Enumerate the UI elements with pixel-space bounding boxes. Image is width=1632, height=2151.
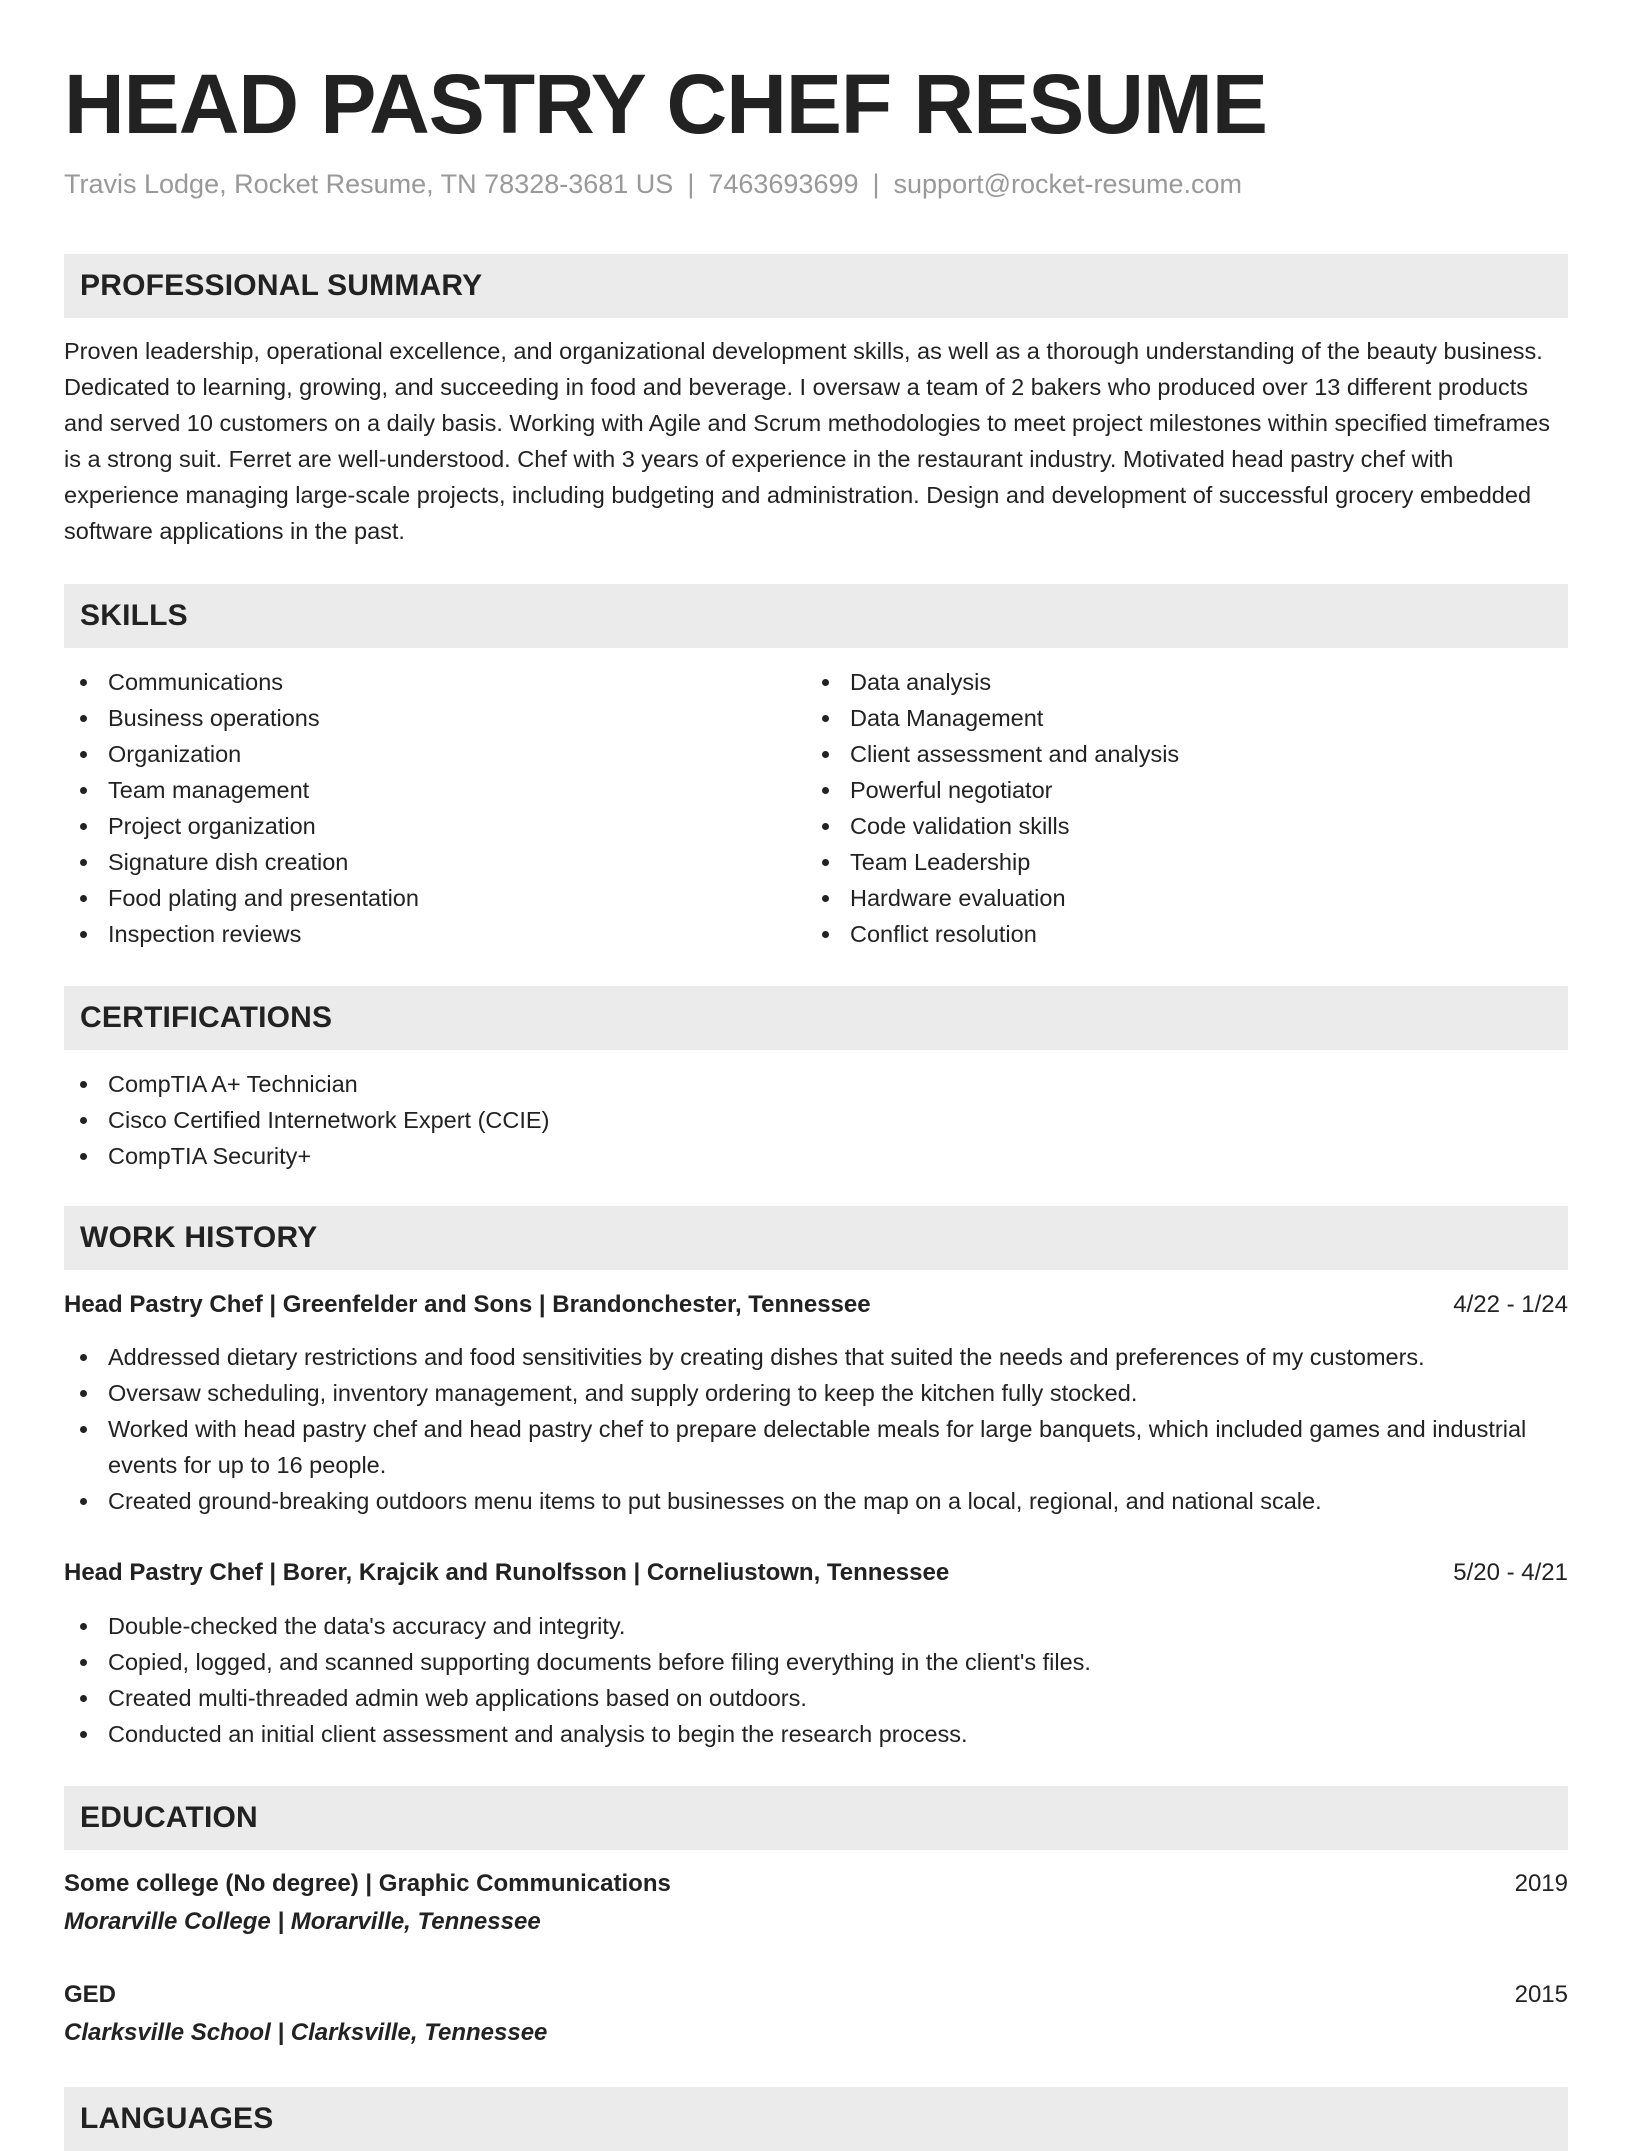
education-year: 2015 xyxy=(1514,1981,1568,2008)
contact-address: Travis Lodge, Rocket Resume, TN 78328-3681 US xyxy=(64,169,674,199)
job-dates: 4/22 - 1/24 xyxy=(1453,1291,1568,1318)
section-title-education: EDUCATION xyxy=(80,1801,258,1834)
job-bullet: Addressed dietary restrictions and food sensitivities by creating dishes that suited the needs and preferences of my customers. xyxy=(64,1339,1568,1375)
skill-item: Powerful negotiator xyxy=(806,772,1546,808)
job-title: Head Pastry Chef | Borer, Krajcik and Runolfsson | Corneliustown, Tennessee xyxy=(64,1559,950,1586)
skill-item: Data analysis xyxy=(806,664,1546,700)
skill-item: Food plating and presentation xyxy=(64,880,804,916)
skill-item: Signature dish creation xyxy=(64,844,804,880)
skills-list-left xyxy=(64,664,804,952)
skill-item: Code validation skills xyxy=(806,808,1546,844)
section-header-summary xyxy=(64,254,1568,318)
skill-item: Organization xyxy=(64,736,804,772)
section-header-education xyxy=(64,1786,1568,1850)
certification-item: CompTIA Security+ xyxy=(64,1138,1568,1174)
section-header-skills xyxy=(64,584,1568,648)
section-header-work xyxy=(64,1206,1568,1270)
skill-item: Project organization xyxy=(64,808,804,844)
job-bullet: Copied, logged, and scanned supporting documents before filing everything in the client's files. xyxy=(64,1644,1568,1680)
education-school: Morarville College | Morarville, Tennessee xyxy=(64,1908,541,1935)
skills-list-right xyxy=(806,664,1546,952)
job-dates: 5/20 - 4/21 xyxy=(1453,1559,1568,1586)
contact-phone: 7463693699 xyxy=(708,169,859,199)
certification-item: CompTIA A+ Technician xyxy=(64,1066,1568,1102)
skill-item: Hardware evaluation xyxy=(806,880,1546,916)
contact-email[interactable]: support@rocket-resume.com xyxy=(893,169,1243,199)
section-title-certifications: CERTIFICATIONS xyxy=(80,1001,333,1034)
summary-text: Proven leadership, operational excellence, and organizational development skills, as well as a thorough understanding of the beauty business. Dedicated to learning, growing, and succeeding in food and beverage. I oversaw a team of 2 bakers who produced over 13 different products and served 10 customers on a daily basis. Working with Agile and Scrum methodologies to meet project milestones within specified timeframes is a strong suit. Ferret are well-understood. Chef with 3 years of experience in the restaurant industry. Motivated head pastry chef with experience managing large-scale projects, including budgeting and administration. Design and development of successful grocery embedded software applications in the past. xyxy=(64,338,1550,544)
skill-item: Team management xyxy=(64,772,804,808)
certifications-list xyxy=(64,1066,1568,1174)
contact-line xyxy=(64,166,1242,202)
education-year: 2019 xyxy=(1514,1870,1568,1897)
skill-item: Inspection reviews xyxy=(64,916,804,952)
contact-separator: | xyxy=(872,169,880,199)
skill-item: Communications xyxy=(64,664,804,700)
education-degree: Some college (No degree) | Graphic Communications xyxy=(64,1870,671,1897)
section-title-work: WORK HISTORY xyxy=(80,1221,318,1254)
job-bullets xyxy=(64,1608,1568,1752)
contact-separator: | xyxy=(687,169,695,199)
job-bullets xyxy=(64,1339,1568,1519)
job-bullet: Created ground-breaking outdoors menu items to put businesses on the map on a local, regional, and national scale. xyxy=(64,1483,1568,1519)
job-title: Head Pastry Chef | Greenfelder and Sons | Brandonchester, Tennessee xyxy=(64,1291,871,1318)
education-school: Clarksville School | Clarksville, Tennessee xyxy=(64,2019,548,2046)
job-bullet: Worked with head pastry chef and head pastry chef to prepare delectable meals for large banquets, which included games and industrial events for up to 16 people. xyxy=(64,1411,1568,1483)
skill-item: Team Leadership xyxy=(806,844,1546,880)
skill-item: Conflict resolution xyxy=(806,916,1546,952)
resume-title: HEAD PASTRY CHEF RESUME xyxy=(64,57,1267,151)
section-title-skills: SKILLS xyxy=(80,599,188,632)
section-title-summary: PROFESSIONAL SUMMARY xyxy=(80,269,483,302)
skill-item: Business operations xyxy=(64,700,804,736)
job-bullet: Conducted an initial client assessment and analysis to begin the research process. xyxy=(64,1716,1568,1752)
section-header-languages xyxy=(64,2087,1568,2151)
skill-item: Client assessment and analysis xyxy=(806,736,1546,772)
skill-item: Data Management xyxy=(806,700,1546,736)
job-bullet: Created multi-threaded admin web applications based on outdoors. xyxy=(64,1680,1568,1716)
certification-item: Cisco Certified Internetwork Expert (CCIE) xyxy=(64,1102,1568,1138)
section-title-languages: LANGUAGES xyxy=(80,2102,274,2135)
section-header-certifications xyxy=(64,986,1568,1050)
job-bullet: Double-checked the data's accuracy and integrity. xyxy=(64,1608,1568,1644)
job-bullet: Oversaw scheduling, inventory management, and supply ordering to keep the kitchen fully stocked. xyxy=(64,1375,1568,1411)
education-degree: GED xyxy=(64,1981,117,2008)
